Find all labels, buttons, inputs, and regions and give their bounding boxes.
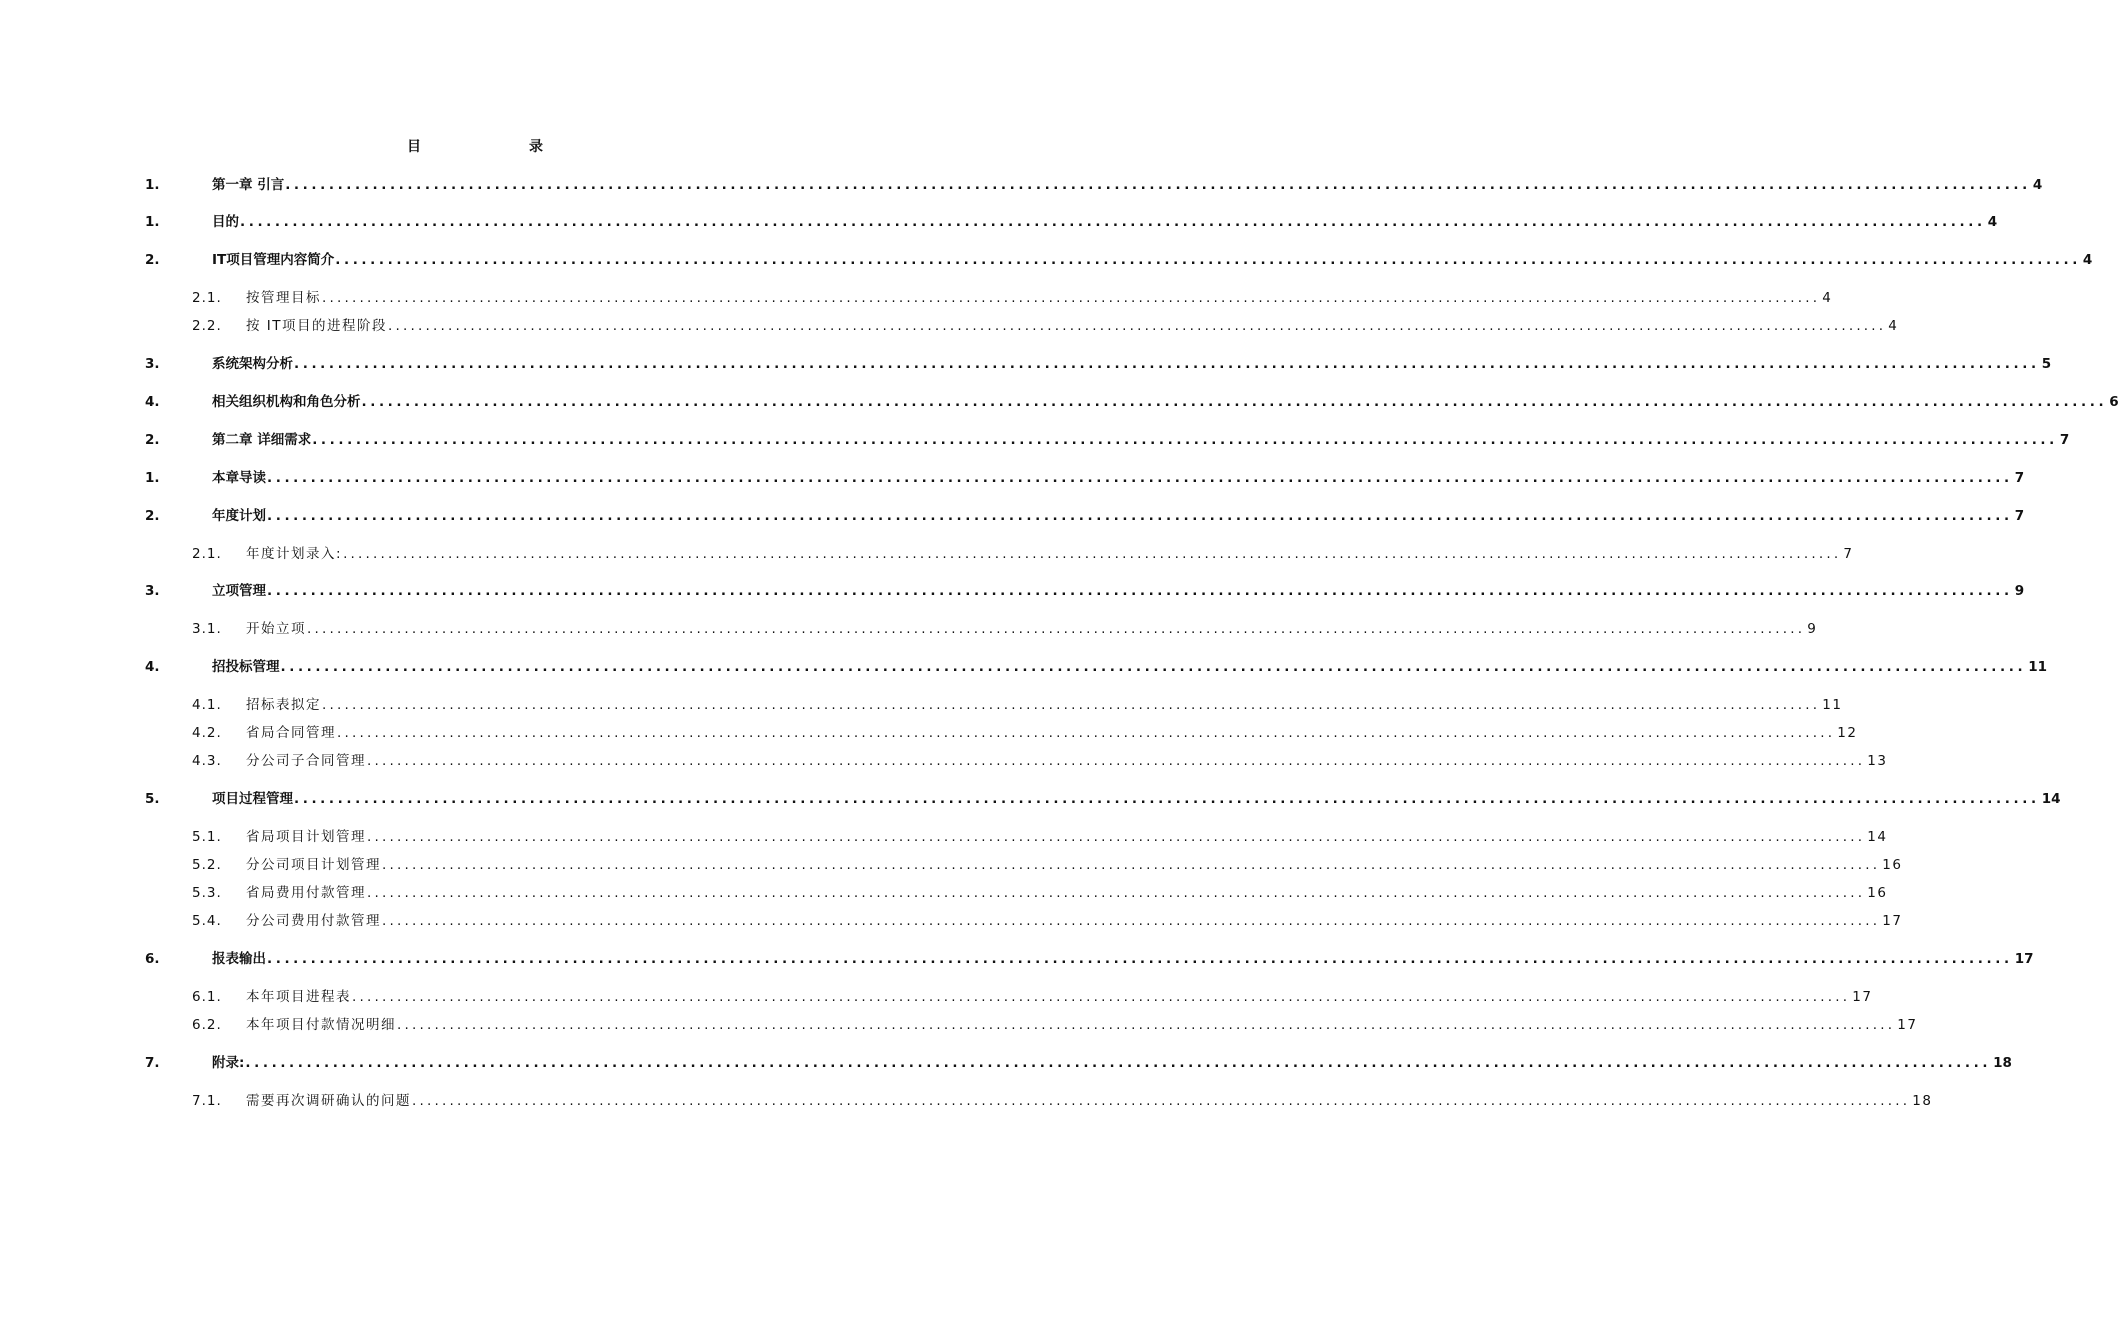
toc-entry-label-line [246,751,1888,771]
toc-entry-text: 招标表拟定 [246,697,321,713]
toc-entry-text: 按管理目标 [246,290,321,306]
toc-entry[interactable] [0,789,2061,809]
dot-leader: ........................................................................................................................................................................................................ [337,725,1836,741]
toc-entry-label-line [212,354,2052,374]
dot-leader: ........................................................................................................................................................................................................ [322,697,1821,713]
toc-entry-number: 1. [145,470,160,486]
toc-entry-text: 立项管理 [212,583,266,599]
toc-entry[interactable] [0,212,1998,232]
toc-entry-number: 4.1. [192,697,222,713]
toc-entry-number: 2.2. [192,318,222,334]
toc-entry-page-number: 5 [2041,356,2052,372]
toc-entry-label-line [212,430,2070,450]
toc-entry-label-line [212,250,2093,270]
toc-entry-label-line [212,789,2061,809]
toc-entry-number: 3. [145,356,160,372]
toc-entry-number: 1. [145,214,160,230]
dot-leader: ........................................................................................................................................................................................................ [367,885,1866,901]
toc-entry-label-line [212,657,2047,677]
toc-entry-page-number: 17 [1897,1017,1918,1033]
toc-entry-text: 本年项目付款情况明细 [246,1017,396,1033]
toc-entry-text: 项目过程管理 [212,791,293,807]
toc-entry-text: 省局项目计划管理 [246,829,366,845]
toc-entry-number: 4. [145,394,160,410]
toc-entry-number: 6.2. [192,1017,222,1033]
dot-leader: ........................................................................................................................................................................................................ [267,470,2013,486]
toc-entry-number: 2.1. [192,290,222,306]
toc-entry[interactable] [0,751,1888,771]
toc-entry[interactable] [0,288,1833,308]
toc-entry-page-number: 13 [1867,753,1888,769]
toc-entry[interactable] [0,506,2025,526]
toc-entry-label-line [246,288,1833,308]
dot-leader: ........................................................................................................................................................................................................ [267,951,2013,967]
toc-entry-number: 2. [145,508,160,524]
toc-entry-number: 5.3. [192,885,222,901]
toc-entry-label-line [246,695,1843,715]
toc-entry-label-line [212,506,2025,526]
toc-entry-number: 2.1. [192,546,222,562]
dot-leader: ........................................................................................................................................................................................................ [388,318,1887,334]
toc-entry-number: 4. [145,659,160,675]
toc-entry-number: 6.1. [192,989,222,1005]
dot-leader: ........................................................................................................................................................................................................ [343,546,1842,562]
toc-entry[interactable] [0,354,2052,374]
toc-entry[interactable] [0,392,2119,412]
toc-entry-label-line [212,949,2034,969]
toc-entry-text: 报表输出 [212,951,266,967]
toc-entry[interactable] [0,911,1903,931]
toc-entry-number: 2. [145,252,160,268]
toc-entry-text: 分公司费用付款管理 [246,913,381,929]
toc-entry[interactable] [0,544,1854,564]
dot-leader: ........................................................................................................................................................................................................ [267,508,2013,524]
dot-leader: ........................................................................................................................................................................................................ [367,753,1866,769]
toc-entry-text: 开始立项 [246,621,306,637]
toc-entry-number: 4.3. [192,753,222,769]
toc-entry-text: 第二章 详细需求 [212,432,312,448]
toc-entry-text: 按 IT项目的进程阶段 [246,318,388,334]
toc-entry[interactable] [0,316,1899,336]
toc-entry-page-number: 17 [1882,913,1903,929]
toc-entry-label-line [246,855,1903,875]
toc-entry-label-line [246,883,1888,903]
toc-title [0,136,950,156]
toc-entry-number: 3. [145,583,160,599]
toc-entry-text: 本章导读 [212,470,266,486]
dot-leader: ........................................................................................................................................................................................................ [335,252,2081,268]
dot-leader: ........................................................................................................................................................................................................ [240,214,1986,230]
toc-entry-text: 目的 [212,214,239,230]
toc-entry-number: 2. [145,432,160,448]
toc-entry-text: 年度计划录入: [246,546,343,562]
toc-entry-page-number: 7 [2014,508,2025,524]
toc-entry[interactable] [0,695,1843,715]
toc-entry[interactable] [0,987,1873,1007]
toc-entry-page-number: 16 [1867,885,1888,901]
toc-entry-text: 省局合同管理 [246,725,336,741]
toc-entry-page-number: 17 [2014,951,2034,967]
toc-entry-number: 4.2. [192,725,222,741]
toc-entry[interactable] [0,430,2070,450]
toc-entry-number: 7.1. [192,1093,222,1109]
toc-entry-text: 相关组织机构和角色分析 [212,394,361,410]
dot-leader: ........................................................................................................................................................................................................ [280,659,2027,675]
toc-entry-page-number: 7 [2059,432,2070,448]
toc-entry-label-line [246,544,1854,564]
dot-leader: ........................................................................................................................................................................................................ [367,829,1866,845]
toc-entry-page-number: 4 [2032,177,2043,193]
toc-entry[interactable] [0,1015,1918,1035]
toc-entry[interactable] [0,1091,1933,1111]
toc-entry-label-line [246,911,1903,931]
toc-entry-number: 3.1. [192,621,222,637]
toc-entry-page-number: 7 [1843,546,1854,562]
toc-entry-label-line [246,316,1899,336]
toc-entry-page-number: 18 [1993,1055,2012,1071]
toc-entry[interactable] [0,883,1888,903]
toc-entry-text: 省局费用付款管理 [246,885,366,901]
toc-entry-page-number: 11 [2028,659,2047,675]
toc-entry-label-line [212,392,2119,412]
dot-leader: ........................................................................................................................................................................................................ [245,1055,1992,1071]
dot-leader: ........................................................................................................................................................................................................ [412,1093,1911,1109]
toc-entry-text: 年度计划 [212,508,266,524]
toc-entry-label-line [212,1053,2012,1073]
toc-title-char-2: 录 [529,139,543,155]
toc-entry-page-number: 14 [2041,791,2061,807]
toc-entry-label-line [212,175,2043,195]
toc-entry-page-number: 17 [1852,989,1873,1005]
toc-entry[interactable] [0,657,2047,677]
toc-entry-label-line [246,723,1858,743]
toc-entry-label-line [246,1015,1918,1035]
toc-entry-number: 7. [145,1055,160,1071]
toc-entry-page-number: 6 [2109,394,2119,410]
toc-entry-label-line [246,1091,1933,1111]
toc-entry[interactable] [0,250,2093,270]
toc-entry-page-number: 9 [1807,621,1818,637]
toc-entry-page-number: 12 [1837,725,1858,741]
toc-entry-page-number: 16 [1882,857,1903,873]
dot-leader: ........................................................................................................................................................................................................ [397,1017,1896,1033]
toc-entry-page-number: 4 [1822,290,1833,306]
toc-entry-number: 6. [145,951,160,967]
dot-leader: ........................................................................................................................................................................................................ [267,583,2013,599]
toc-entry[interactable] [0,175,2043,195]
toc-entry-text: 招投标管理 [212,659,280,675]
dot-leader: ........................................................................................................................................................................................................ [285,177,2031,193]
toc-entry[interactable] [0,949,2034,969]
dot-leader: ........................................................................................................................................................................................................ [322,290,1821,306]
toc-entry-page-number: 14 [1867,829,1888,845]
toc-entry[interactable] [0,581,2025,601]
toc-entry-label-line [246,827,1888,847]
dot-leader: ........................................................................................................................................................................................................ [312,432,2058,448]
toc-entry-label-line [212,212,1998,232]
toc-entry-page-number: 4 [2082,252,2093,268]
dot-leader: ........................................................................................................................................................................................................ [382,857,1881,873]
toc-entry[interactable] [0,723,1858,743]
toc-entry-text: 分公司子合同管理 [246,753,366,769]
toc-entry[interactable] [0,468,2025,488]
toc-entry[interactable] [0,1053,2012,1073]
dot-leader: ........................................................................................................................................................................................................ [294,791,2040,807]
toc-entry[interactable] [0,855,1903,875]
toc-entry-text: 第一章 引言 [212,177,285,193]
toc-entry-text: 本年项目进程表 [246,989,351,1005]
toc-entry-label-line [212,581,2025,601]
toc-entry-label-line [246,619,1818,639]
toc-entry-text: IT项目管理内容简介 [212,252,335,268]
dot-leader: ........................................................................................................................................................................................................ [294,356,2040,372]
toc-entry-text: 系统架构分析 [212,356,293,372]
toc-entry-number: 5. [145,791,160,807]
toc-entry[interactable] [0,619,1818,639]
dot-leader: ........................................................................................................................................................................................................ [382,913,1881,929]
toc-entry-text: 附录: [212,1055,245,1071]
toc-entry-page-number: 11 [1822,697,1843,713]
toc-entry-page-number: 7 [2014,470,2025,486]
dot-leader: ........................................................................................................................................................................................................ [361,394,2108,410]
toc-entry-label-line [246,987,1873,1007]
dot-leader: ........................................................................................................................................................................................................ [307,621,1806,637]
toc-entry-number: 1. [145,177,160,193]
toc-entry-text: 分公司项目计划管理 [246,857,381,873]
toc-entry[interactable] [0,827,1888,847]
toc-title-char-1: 目 [407,139,421,155]
toc-entry-number: 5.2. [192,857,222,873]
toc-entry-label-line [212,468,2025,488]
toc-entry-page-number: 18 [1912,1093,1933,1109]
toc-entry-page-number: 4 [1888,318,1899,334]
toc-entry-number: 5.1. [192,829,222,845]
toc-entry-text: 需要再次调研确认的问题 [246,1093,411,1109]
dot-leader: ........................................................................................................................................................................................................ [352,989,1851,1005]
toc-entry-page-number: 9 [2014,583,2025,599]
toc-entry-number: 5.4. [192,913,222,929]
toc-entry-page-number: 4 [1987,214,1998,230]
